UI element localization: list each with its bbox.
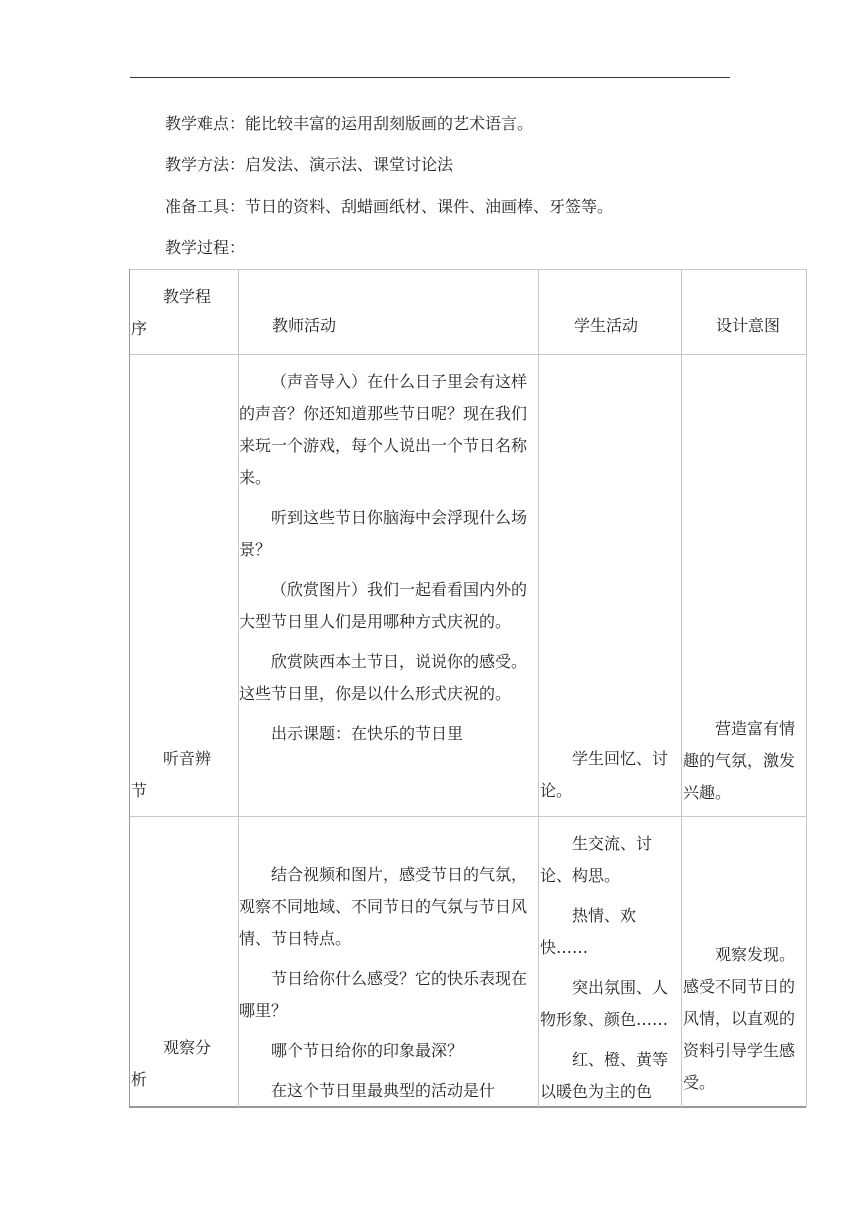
row2-teacher-para: 在这个节日里最典型的活动是什 xyxy=(271,1081,496,1100)
row1-teacher-para: 听到这些节日你脑海中会浮现什么场景？ xyxy=(239,508,528,559)
row1-stage: 听音辨 节 xyxy=(131,749,212,800)
row1-teacher-para: 欣赏陕西本土节日，说说你的感受。这些节日里，你是以什么形式庆祝的。 xyxy=(239,652,528,703)
header-rule xyxy=(130,77,730,78)
row2-student-para: 热情、欢快…… xyxy=(540,906,637,957)
row1-teacher-para: （欣赏图片）我们一起看看国内外的大型节日里人们是用哪种方式庆祝的。 xyxy=(239,580,528,631)
header-student-activity: 学生活动 xyxy=(574,316,639,335)
row1-teacher-para: 出示课题：在快乐的节日里 xyxy=(271,724,464,743)
row2-student-para: 生交流、讨论、构思。 xyxy=(540,834,653,885)
header-teacher-activity: 教师活动 xyxy=(272,316,337,335)
preparation-tools: 准备工具：节日的资料、刮蜡画纸材、课件、油画棒、牙签等。 xyxy=(165,197,614,216)
row2-stage: 观察分 析 xyxy=(131,1038,212,1089)
row2-student-para: 突出氛围、人物形象、颜色…… xyxy=(540,978,669,1029)
teaching-method: 教学方法：启发法、演示法、课堂讨论法 xyxy=(165,155,454,174)
header-stage: 教学程 序 xyxy=(131,287,212,338)
row2-student-para: 红、橙、黄等以暖色为主的色 xyxy=(540,1050,669,1101)
row2-teacher-para: 哪个节日给你的印象最深？ xyxy=(271,1041,464,1060)
row2-design-intent: 观察发现。感受不同节日的风情，以直观的资料引导学生感受。 xyxy=(683,945,796,1092)
row2-teacher-para: 节日给你什么感受？它的快乐表现在哪里？ xyxy=(239,969,528,1020)
teaching-difficulty: 教学难点：能比较丰富的运用刮刻版画的艺术语言。 xyxy=(165,114,534,133)
teaching-process-label: 教学过程： xyxy=(165,238,246,257)
row2-teacher-activity xyxy=(239,859,533,1107)
row1-teacher-activity xyxy=(239,366,533,750)
row2-student-activity xyxy=(540,828,674,1108)
row1-student-activity: 学生回忆、讨论。 xyxy=(540,749,669,800)
row1-teacher-para: （声音导入）在什么日子里会有这样的声音？你还知道那些节日呢？现在我们来玩一个游戏，每个人说出一个节日名称来。 xyxy=(239,372,528,487)
row2-teacher-para: 结合视频和图片，感受节日的气氛，观察不同地域、不同节日的气氛与节日风情、节日特点。 xyxy=(239,865,528,948)
header-design-intent: 设计意图 xyxy=(716,316,781,335)
row1-design-intent: 营造富有情趣的气氛，激发兴趣。 xyxy=(683,719,796,802)
